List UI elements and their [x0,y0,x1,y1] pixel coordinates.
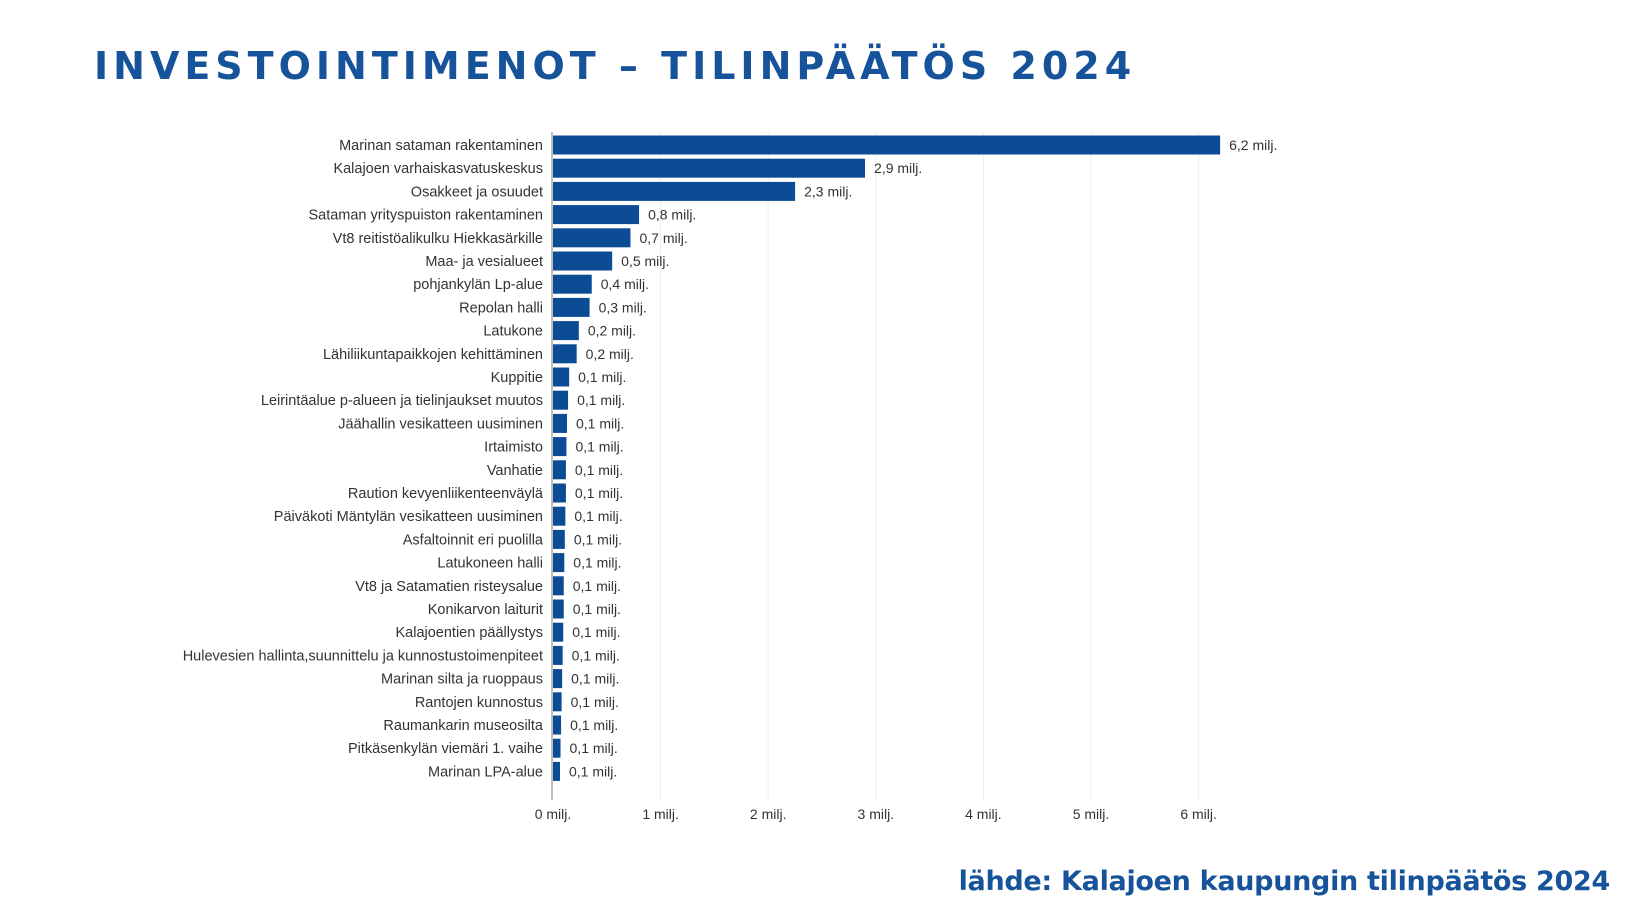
category-label: Raumankarin museosilta [383,718,543,734]
value-label: 0,1 milj. [568,763,618,780]
value-label: 0,5 milj. [621,253,670,269]
value-label: 2,9 milj. [874,160,923,177]
bar [553,344,577,363]
value-label: 0,1 milj. [574,508,623,525]
bar [553,437,566,456]
category-label: Marinan LPA-alue [428,764,543,781]
category-label: Vanhatie [486,462,543,479]
bar [553,275,592,294]
value-label: 0,1 milj. [577,392,626,409]
value-label: 0,1 milj. [570,717,619,733]
category-label: Kalajoen varhaiskasvatuskeskus [333,161,543,178]
category-label: Repolan halli [459,300,543,317]
category-label: Maa- ja vesialueet [425,254,543,270]
category-label: Marinan sataman rakentaminen [339,138,543,154]
category-label: Vt8 reitistöalikulku Hiekkasärkille [332,230,543,247]
bar [553,205,639,224]
category-label: Irtaimisto [484,439,543,456]
bar [553,414,567,433]
category-label: Lähiliikuntapaikkojen kehittäminen [322,346,543,363]
source-note: lähde: Kalajoen kaupungin tilinpäätös 2024 [958,866,1610,897]
value-label: 0,4 milj. [600,276,649,293]
category-label: Leirintäalue p-alueen ja tielinjaukset muutos [260,393,543,410]
bar [553,228,630,247]
value-label: 6,2 milj. [1229,137,1278,153]
category-label: Pitkäsenkylän viemäri 1. vaihe [347,741,543,758]
page-title: INVESTOINTIMENOT – TILINPÄÄTÖS 2024 [94,44,1137,88]
bar [553,739,561,758]
bar [553,391,568,410]
category-label: Vt8 ja Satamatien risteysalue [355,578,543,595]
x-tick-label: 4 milj. [965,806,1002,822]
category-label: Konikarvon laiturit [427,602,543,618]
value-label: 0,7 milj. [639,229,688,246]
bar [553,553,564,572]
bar [553,298,590,317]
bar [553,159,865,178]
value-label: 0,2 milj. [585,345,634,362]
value-label: 0,1 milj. [572,601,621,617]
value-label: 0,1 milj. [571,670,620,687]
category-label: Kalajoentien päällystys [395,625,543,642]
bar [553,252,612,271]
bar [553,600,564,619]
value-label: 2,3 milj. [804,183,853,200]
x-tick-labels [535,806,1217,822]
category-label: Marinan silta ja ruoppaus [380,671,543,688]
value-label: 0,1 milj. [574,485,624,501]
x-tick-label: 2 milj. [749,806,787,822]
bar [553,692,562,711]
category-label: Sataman yrityspuiston rakentaminen [308,207,543,224]
x-tick-label: 6 milj. [1180,806,1217,822]
category-label: Latukoneen halli [437,555,543,572]
value-label: 0,1 milj. [572,624,621,641]
bar [553,576,564,595]
category-label: Rantojen kunnostus [414,694,543,711]
value-label: 0,2 milj. [587,322,637,339]
bar [553,321,579,340]
value-label: 0,1 milj. [573,554,622,571]
bar [553,716,561,735]
category-labels [183,138,544,780]
value-label: 0,1 milj. [569,740,618,757]
value-label: 0,1 milj. [574,461,624,478]
value-label: 0,1 milj. [575,438,624,455]
value-label: 0,1 milj. [571,647,620,664]
category-label: Raution kevyenliikenteenväylä [347,486,543,502]
x-tick-label: 0 milj. [534,806,572,822]
bar [553,762,560,781]
bar [553,136,1220,155]
x-tick-label: 5 milj. [1072,806,1110,822]
category-label: Asfaltoinnit eri puolilla [402,532,543,549]
bar [553,460,566,479]
bar [553,484,566,503]
bar [553,182,795,201]
x-tick-label: 1 milj. [642,806,679,822]
bar [553,623,563,642]
value-label: 0,1 milj. [575,415,625,432]
value-label: 0,1 milj. [572,577,621,594]
value-labels [569,137,1277,779]
value-label: 0,1 milj. [578,369,627,385]
value-label: 0,1 milj. [570,693,619,710]
bar [553,530,565,549]
grid-lines [661,132,1199,800]
category-label: Päiväkoti Mäntylän vesikatteen uusiminen [273,509,543,526]
category-label: Osakkeet ja osuudet [410,184,543,201]
category-label: pohjankylän Lp-alue [413,277,543,294]
category-label: Jäähallin vesikatteen uusiminen [338,416,543,433]
value-label: 0,1 milj. [573,531,623,548]
value-label: 0,3 milj. [598,299,647,316]
category-label: Latukone [483,323,543,340]
bar [553,368,569,387]
category-label: Hulevesien hallinta,suunnittelu ja kunnostustoimenpiteet [182,648,543,665]
bar [553,646,563,665]
bar [553,669,562,688]
value-label: 0,8 milj. [648,206,697,223]
bar [553,507,565,526]
x-tick-label: 3 milj. [857,806,895,822]
category-label: Kuppitie [490,370,543,386]
